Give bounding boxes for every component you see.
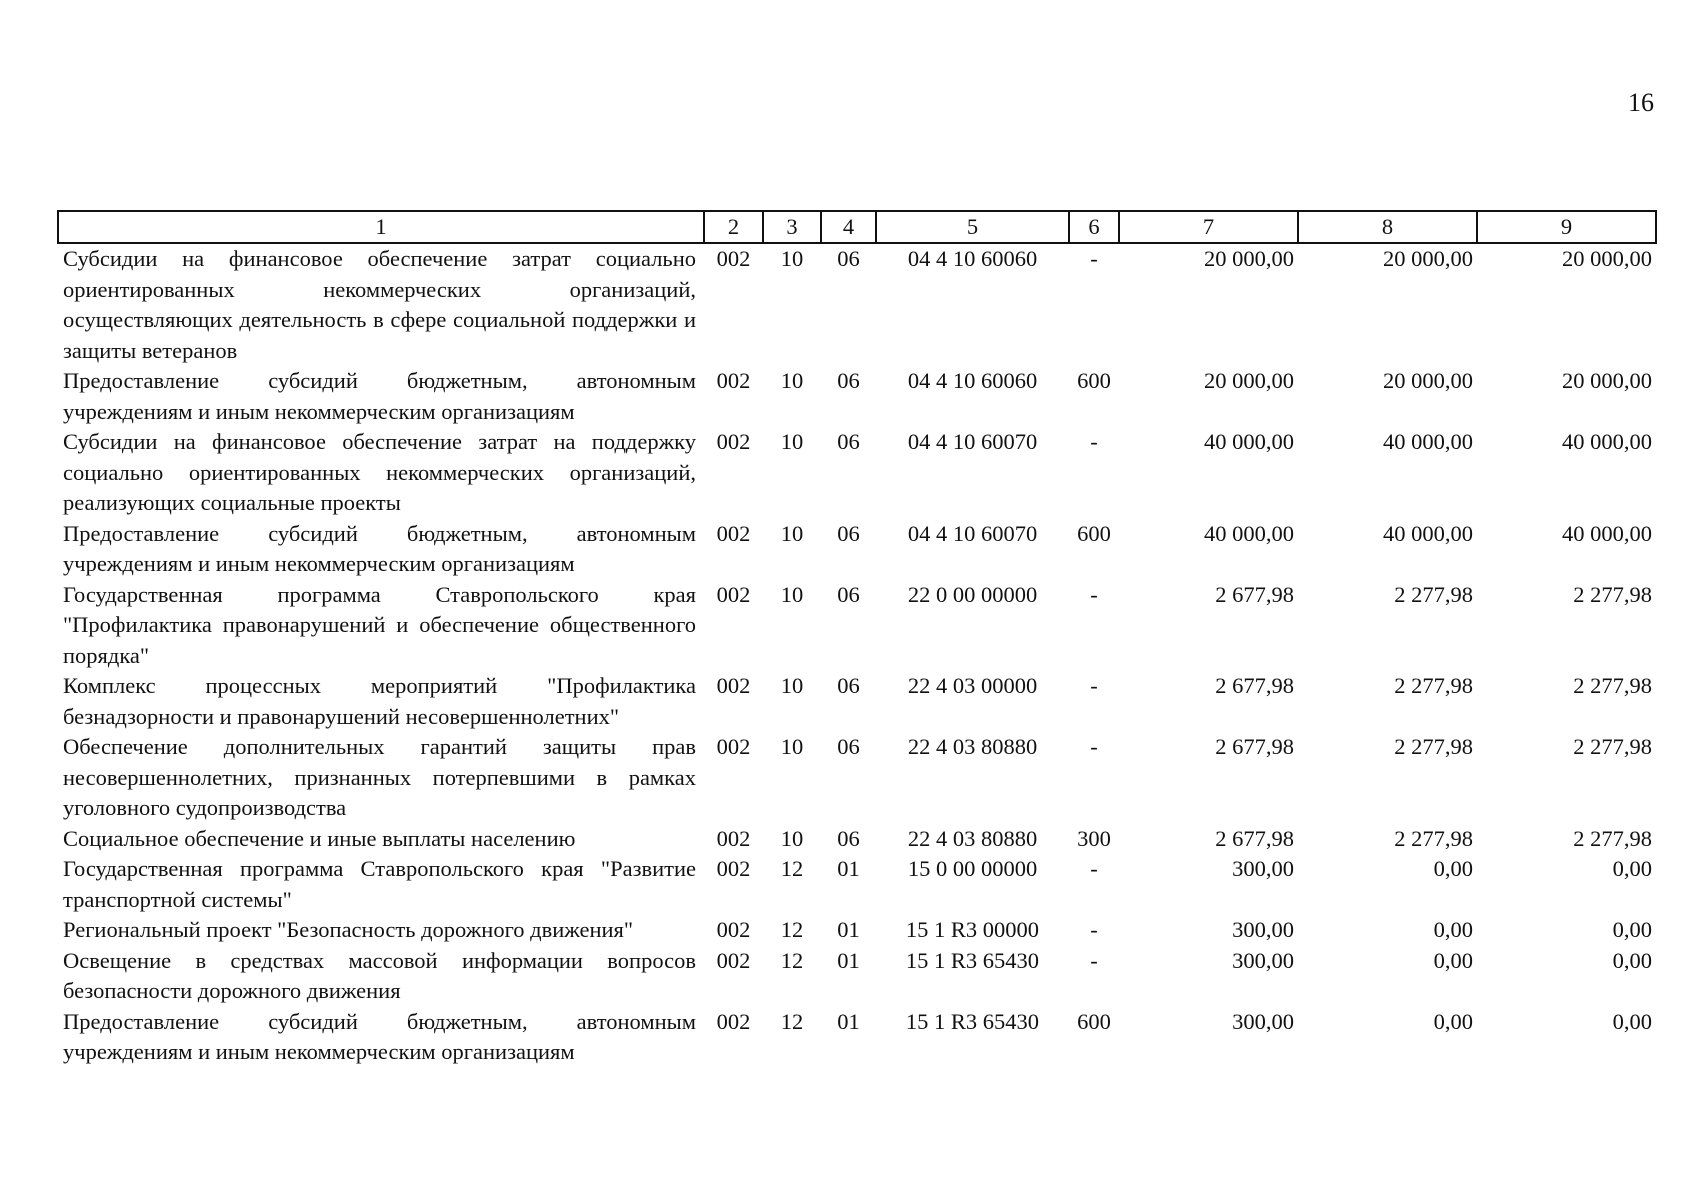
code-cell-4: 01 — [837, 917, 860, 942]
code-cell-6: - — [1090, 429, 1098, 454]
table-row — [58, 732, 1656, 824]
code-cell-5: 04 4 10 60060 — [907, 368, 1038, 393]
row-name-cell: Предоставление субсидий бюджетным, автономным учреждениям и иным некоммерческим организациям — [63, 520, 696, 576]
amount-cell-8: 2 277,98 — [1394, 734, 1473, 759]
code-cell-3: 12 — [780, 856, 804, 881]
table-row — [58, 519, 1656, 580]
amount-cell-7: 40 000,00 — [1204, 520, 1294, 546]
table-row — [58, 366, 1656, 427]
code-cell-4: 06 — [837, 368, 860, 393]
code-cell-4: 01 — [837, 856, 860, 881]
amount-cell-9: 0,00 — [1612, 1008, 1652, 1034]
code-cell-3: 10 — [780, 825, 804, 851]
row-name-cell: Государственная программа Ставропольского края "Профилактика правонарушений и обеспечение общественного порядка" — [63, 581, 696, 668]
row-name-cell: Предоставление субсидий бюджетным, автономным учреждениям и иным некоммерческим организациям — [63, 368, 696, 424]
code-cell-3: 10 — [780, 581, 804, 607]
column-header-9: 9 — [1477, 211, 1656, 243]
table-row — [58, 671, 1656, 732]
amount-cell-7: 300,00 — [1232, 856, 1294, 881]
amount-cell-9: 2 277,98 — [1573, 673, 1652, 698]
amount-cell-9: 0,00 — [1612, 917, 1652, 942]
code-cell-3: 10 — [780, 429, 804, 454]
page-number: 16 — [1628, 88, 1654, 117]
amount-cell-8: 0,00 — [1433, 856, 1473, 881]
amount-cell-9: 20 000,00 — [1562, 368, 1652, 393]
amount-cell-7: 300,00 — [1232, 1008, 1294, 1034]
amount-cell-9: 2 277,98 — [1573, 581, 1652, 607]
table-row — [58, 915, 1656, 946]
amount-cell-9: 40 000,00 — [1562, 520, 1652, 546]
row-name-cell: Предоставление субсидий бюджетным, автономным учреждениям и иным некоммерческим организациям — [63, 1008, 696, 1064]
code-cell-5: 15 1 R3 65430 — [905, 1008, 1040, 1034]
code-cell-3: 12 — [780, 947, 804, 973]
column-header-4: 4 — [821, 211, 876, 243]
amount-cell-7: 2 677,98 — [1215, 673, 1294, 698]
amount-cell-7: 20 000,00 — [1204, 246, 1294, 271]
table-row — [58, 580, 1656, 672]
code-cell-2: 002 — [716, 673, 751, 698]
code-cell-6: 600 — [1077, 520, 1111, 546]
table-body — [58, 243, 1656, 1068]
amount-cell-8: 0,00 — [1433, 1008, 1473, 1034]
table-row — [58, 427, 1656, 519]
row-name-cell: Субсидии на финансовое обеспечение затрат на поддержку социально ориентированных некоммерческих организаций, реализующих социальные проекты — [63, 429, 696, 515]
code-cell-3: 12 — [780, 1008, 804, 1034]
code-cell-2: 002 — [716, 246, 751, 271]
code-cell-4: 06 — [837, 246, 860, 271]
code-cell-6: - — [1090, 673, 1098, 698]
table-row — [58, 946, 1656, 1007]
code-cell-5: 15 1 R3 65430 — [905, 947, 1040, 973]
amount-cell-7: 300,00 — [1232, 947, 1294, 973]
code-cell-5: 22 4 03 00000 — [907, 673, 1038, 698]
code-cell-2: 002 — [716, 368, 751, 393]
code-cell-4: 06 — [837, 825, 860, 851]
code-cell-4: 01 — [837, 947, 860, 973]
column-header-7: 7 — [1119, 211, 1298, 243]
row-name-cell: Комплекс процессных мероприятий "Профилактика безнадзорности и правонарушений несовершеннолетних" — [63, 673, 696, 729]
column-header-8: 8 — [1298, 211, 1477, 243]
amount-cell-8: 20 000,00 — [1383, 368, 1473, 393]
amount-cell-7: 2 677,98 — [1215, 581, 1294, 607]
code-cell-4: 01 — [837, 1008, 860, 1034]
code-cell-2: 002 — [716, 734, 751, 759]
table-header-row — [58, 211, 1656, 243]
code-cell-4: 06 — [837, 429, 860, 454]
amount-cell-7: 2 677,98 — [1215, 734, 1294, 759]
column-header-6: 6 — [1069, 211, 1119, 243]
code-cell-5: 22 4 03 80880 — [907, 825, 1038, 851]
code-cell-2: 002 — [716, 429, 751, 454]
code-cell-6: 300 — [1077, 825, 1111, 851]
budget-table — [57, 210, 1657, 1068]
code-cell-5: 15 0 00 00000 — [907, 856, 1038, 881]
table-row — [58, 243, 1656, 366]
row-name-cell: Государственная программа Ставропольского края "Развитие транспортной системы" — [63, 856, 696, 912]
code-cell-5: 15 1 R3 00000 — [905, 917, 1040, 942]
code-cell-4: 06 — [837, 520, 860, 546]
code-cell-2: 002 — [716, 917, 751, 942]
code-cell-3: 10 — [780, 520, 804, 546]
code-cell-5: 04 4 10 60070 — [907, 520, 1038, 546]
code-cell-3: 10 — [780, 673, 804, 698]
amount-cell-8: 20 000,00 — [1383, 246, 1473, 271]
amount-cell-9: 2 277,98 — [1573, 734, 1652, 759]
column-header-1: 1 — [58, 211, 704, 243]
row-name-cell: Социальное обеспечение и иные выплаты населению — [63, 825, 576, 851]
amount-cell-7: 40 000,00 — [1204, 429, 1294, 454]
code-cell-3: 12 — [780, 917, 804, 942]
code-cell-2: 002 — [716, 520, 751, 546]
code-cell-2: 002 — [716, 1008, 751, 1034]
code-cell-6: - — [1090, 917, 1098, 942]
code-cell-5: 22 0 00 00000 — [907, 581, 1038, 607]
row-name-cell: Региональный проект "Безопасность дорожного движения" — [63, 917, 634, 942]
column-header-3: 3 — [763, 211, 821, 243]
code-cell-4: 06 — [837, 673, 860, 698]
table-row — [58, 854, 1656, 915]
code-cell-2: 002 — [716, 947, 751, 973]
amount-cell-8: 0,00 — [1433, 917, 1473, 942]
row-name-cell: Субсидии на финансовое обеспечение затрат социально ориентированных некоммерческих организаций, осуществляющих деятельность в сфере социальной поддержки и защиты ветеранов — [63, 246, 696, 363]
code-cell-5: 22 4 03 80880 — [907, 734, 1038, 759]
code-cell-3: 10 — [780, 246, 804, 271]
amount-cell-9: 0,00 — [1612, 856, 1652, 881]
column-header-2: 2 — [704, 211, 763, 243]
code-cell-4: 06 — [837, 581, 860, 607]
amount-cell-9: 2 277,98 — [1573, 825, 1652, 851]
amount-cell-7: 300,00 — [1232, 917, 1294, 942]
column-header-5: 5 — [876, 211, 1069, 243]
code-cell-2: 002 — [716, 825, 751, 851]
code-cell-5: 04 4 10 60060 — [907, 246, 1038, 271]
code-cell-4: 06 — [837, 734, 860, 759]
code-cell-6: 600 — [1077, 1008, 1111, 1034]
row-name-cell: Обеспечение дополнительных гарантий защиты прав несовершеннолетних, признанных потерпевшими в рамках уголовного судопроизводства — [63, 734, 696, 820]
table-row — [58, 1007, 1656, 1068]
code-cell-6: 600 — [1077, 368, 1111, 393]
amount-cell-8: 0,00 — [1433, 947, 1473, 973]
code-cell-6: - — [1090, 734, 1098, 759]
table-row — [58, 824, 1656, 855]
code-cell-6: - — [1090, 581, 1098, 607]
code-cell-2: 002 — [716, 856, 751, 881]
amount-cell-9: 20 000,00 — [1562, 246, 1652, 271]
amount-cell-8: 40 000,00 — [1383, 520, 1473, 546]
code-cell-3: 10 — [780, 734, 804, 759]
code-cell-5: 04 4 10 60070 — [907, 429, 1038, 454]
code-cell-3: 10 — [780, 368, 804, 393]
amount-cell-9: 40 000,00 — [1562, 429, 1652, 454]
amount-cell-8: 40 000,00 — [1383, 429, 1473, 454]
amount-cell-7: 2 677,98 — [1215, 825, 1294, 851]
row-name-cell: Освещение в средствах массовой информации вопросов безопасности дорожного движения — [63, 947, 696, 1003]
code-cell-6: - — [1090, 947, 1098, 973]
amount-cell-8: 2 277,98 — [1394, 581, 1473, 607]
amount-cell-8: 2 277,98 — [1394, 673, 1473, 698]
amount-cell-7: 20 000,00 — [1204, 368, 1294, 393]
code-cell-6: - — [1090, 856, 1098, 881]
code-cell-6: - — [1090, 246, 1098, 271]
amount-cell-9: 0,00 — [1612, 947, 1652, 973]
amount-cell-8: 2 277,98 — [1394, 825, 1473, 851]
code-cell-2: 002 — [716, 581, 751, 607]
